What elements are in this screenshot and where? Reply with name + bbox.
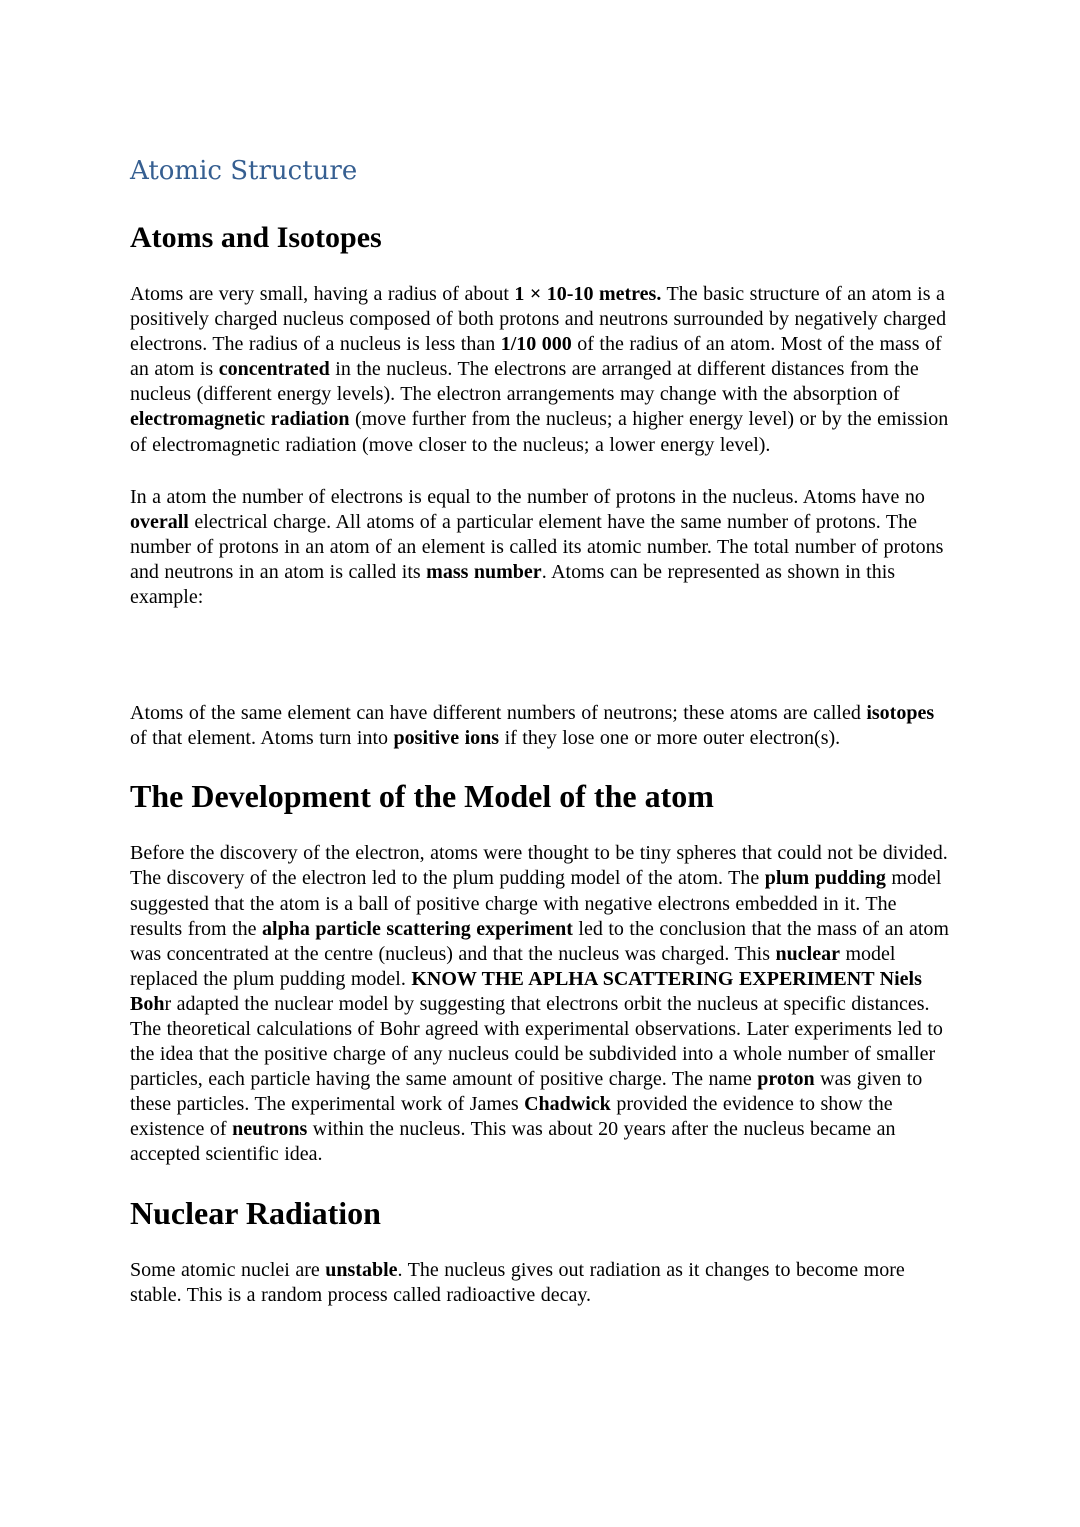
paragraph-nuclear-radiation: Some atomic nuclei are unstable. The nucleus gives out radiation as it changes to become more stable. This is a random process called radioactive decay. [130,1258,905,1306]
paragraph-atoms-intro: Atoms are very small, having a radius of about 1 × 10-10 metres. The basic structure of an atom is a positively charged nucleus composed of both protons and neutrons surrounded by negatively charged electrons. The radius of a nucleus is less than 1/10 000 of the radius of an atom. Most of the mass of an atom is concentrated in the nucleus. The electrons are arranged at different distances from the nucleus (different energy levels). The electron arrangements may change with the absorption of electromagnetic radiation (move further from the nucleus; a higher energy level) or by the emission of electromagnetic radiation (move closer to the nucleus; a lower energy level). [130,283,949,456]
paragraph-atomic-number: In a atom the number of electrons is equal to the number of protons in the nucleus. Atoms have no overall electrical charge. All atoms of a particular element have the same number of protons. The number of protons in an atom of an element is called its atomic number. The total number of protons and neutrons in an atom is called its mass number. Atoms can be represented as shown in this example: [130,485,944,609]
document-content [130,0,952,1308]
paragraph-isotopes: Atoms of the same element can have different numbers of neutrons; these atoms are called isotopes of that element. Atoms turn into positive ions if they lose one or more outer electron(s). [130,702,935,750]
section-heading-development-of-model: The Development of the Model of the atom [130,778,714,815]
figure-gap [130,610,952,674]
paragraph-model-development: Before the discovery of the electron, atoms were thought to be tiny spheres that could not be divided. The discovery of the electron led to the plum pudding model of the atom. The plum pudding model suggested that the atom is a ball of positive charge with negative electrons embedded in it. The results from the alpha particle scattering experiment led to the conclusion that the mass of an atom was concentrated at the centre (nucleus) and that the nucleus was charged. This nuclear model replaced the plum pudding model. KNOW THE APLHA SCATTERING EXPERIMENT Niels Bohr adapted the nuclear model by suggesting that electrons orbit the nucleus at specific distances. The theoretical calculations of Bohr agreed with experimental observations. Later experiments led to the idea that the positive charge of any nucleus could be subdivided into a whole number of smaller particles, each particle having the same amount of positive charge. The name proton was given to these particles. The experimental work of James Chadwick provided the evidence to show the existence of neutrons within the nucleus. This was about 20 years after the nucleus became an accepted scientific idea. [130,842,949,1166]
section-heading-nuclear-radiation: Nuclear Radiation [130,1194,381,1231]
section-heading-atoms-and-isotopes: Atoms and Isotopes [130,221,382,254]
document-subtitle: Atomic Structure [130,156,358,186]
